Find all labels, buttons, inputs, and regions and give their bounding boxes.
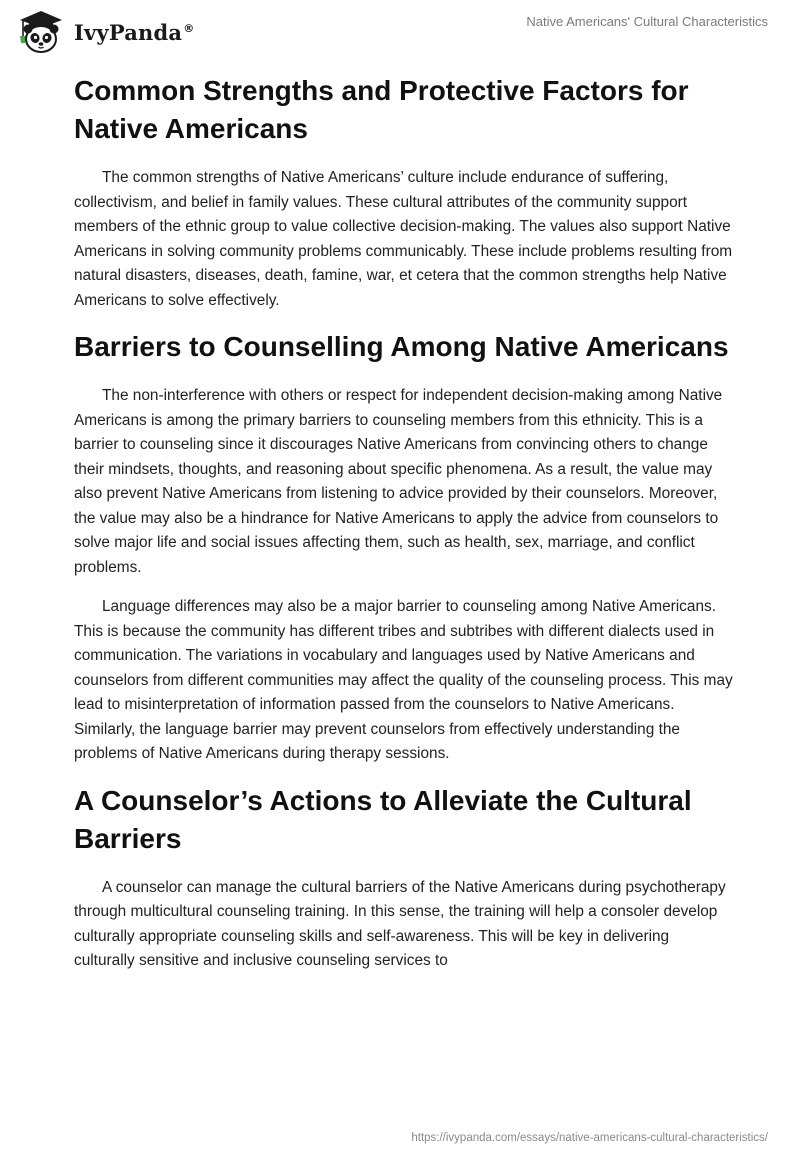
document-title: Native Americans' Cultural Characteristics: [526, 14, 768, 29]
section-heading: Barriers to Counselling Among Native Americans: [74, 331, 729, 362]
page-header: [0, 0, 800, 64]
paragraph: A counselor can manage the cultural barriers of the Native Americans during psychotherapy through multicultural counseling training. In this sense, the training will help a consoler develop culturally appropriate counseling skills and self-awareness. This will be key in delivering culturally sensitive and inclusive counseling services to: [74, 878, 726, 969]
panda-graduation-cap-icon: [14, 8, 68, 56]
essay-content: [74, 72, 734, 989]
paragraph: The non-interference with others or respect for independent decision-making among Native Americans is among the primary barriers to counseling members from this ethnicity. This is a barrier to counseling since it discourages Native Americans from convincing others to change their mindsets, thoughts, and reasoning about specific phenomena. As a result, the value may also prevent Native Americans from listening to advice provided by their counselors. Moreover, the value may also be a hindrance for Native Americans to apply the advice from counselors to solve major life and social issues affecting them, such as health, sex, marriage, and conflict problems.: [74, 387, 723, 576]
section-heading: A Counselor’s Actions to Alleviate the Cultural Barriers: [74, 784, 692, 854]
paragraph: Language differences may also be a major barrier to counseling among Native Americans. This is because the community has different tribes and subtribes with different dialects used in communication. The variations in vocabulary and languages used by Native Americans and counselors from different communities may affect the quality of the counseling process. This may lead to misinterpretation of information passed from the counselors to Native Americans. Similarly, the language barrier may prevent counselors from effectively understanding the problems of Native Americans during therapy sessions.: [74, 598, 733, 762]
registered-mark: ®: [183, 21, 195, 35]
section-barriers: [74, 328, 734, 767]
section-strengths: [74, 72, 734, 313]
logo-wordmark: IvyPanda®: [74, 19, 195, 45]
paragraph: The common strengths of Native Americans’ culture include endurance of suffering, collectivism, and belief in family values. These cultural attributes of the community support members of the ethnic group to value collective decision-making. The values also support Native Americans in solving community problems communicably. These include problems resulting from natural disasters, diseases, death, famine, war, et cetera that the common strengths help Native Americans to solve effectively.: [74, 169, 733, 309]
section-counselor-actions: [74, 782, 734, 974]
section-heading: Common Strengths and Protective Factors for Native Americans: [74, 75, 689, 144]
ivypanda-logo[interactable]: [14, 8, 194, 56]
source-url[interactable]: https://ivypanda.com/essays/native-americans-cultural-characteristics/: [411, 1132, 768, 1144]
